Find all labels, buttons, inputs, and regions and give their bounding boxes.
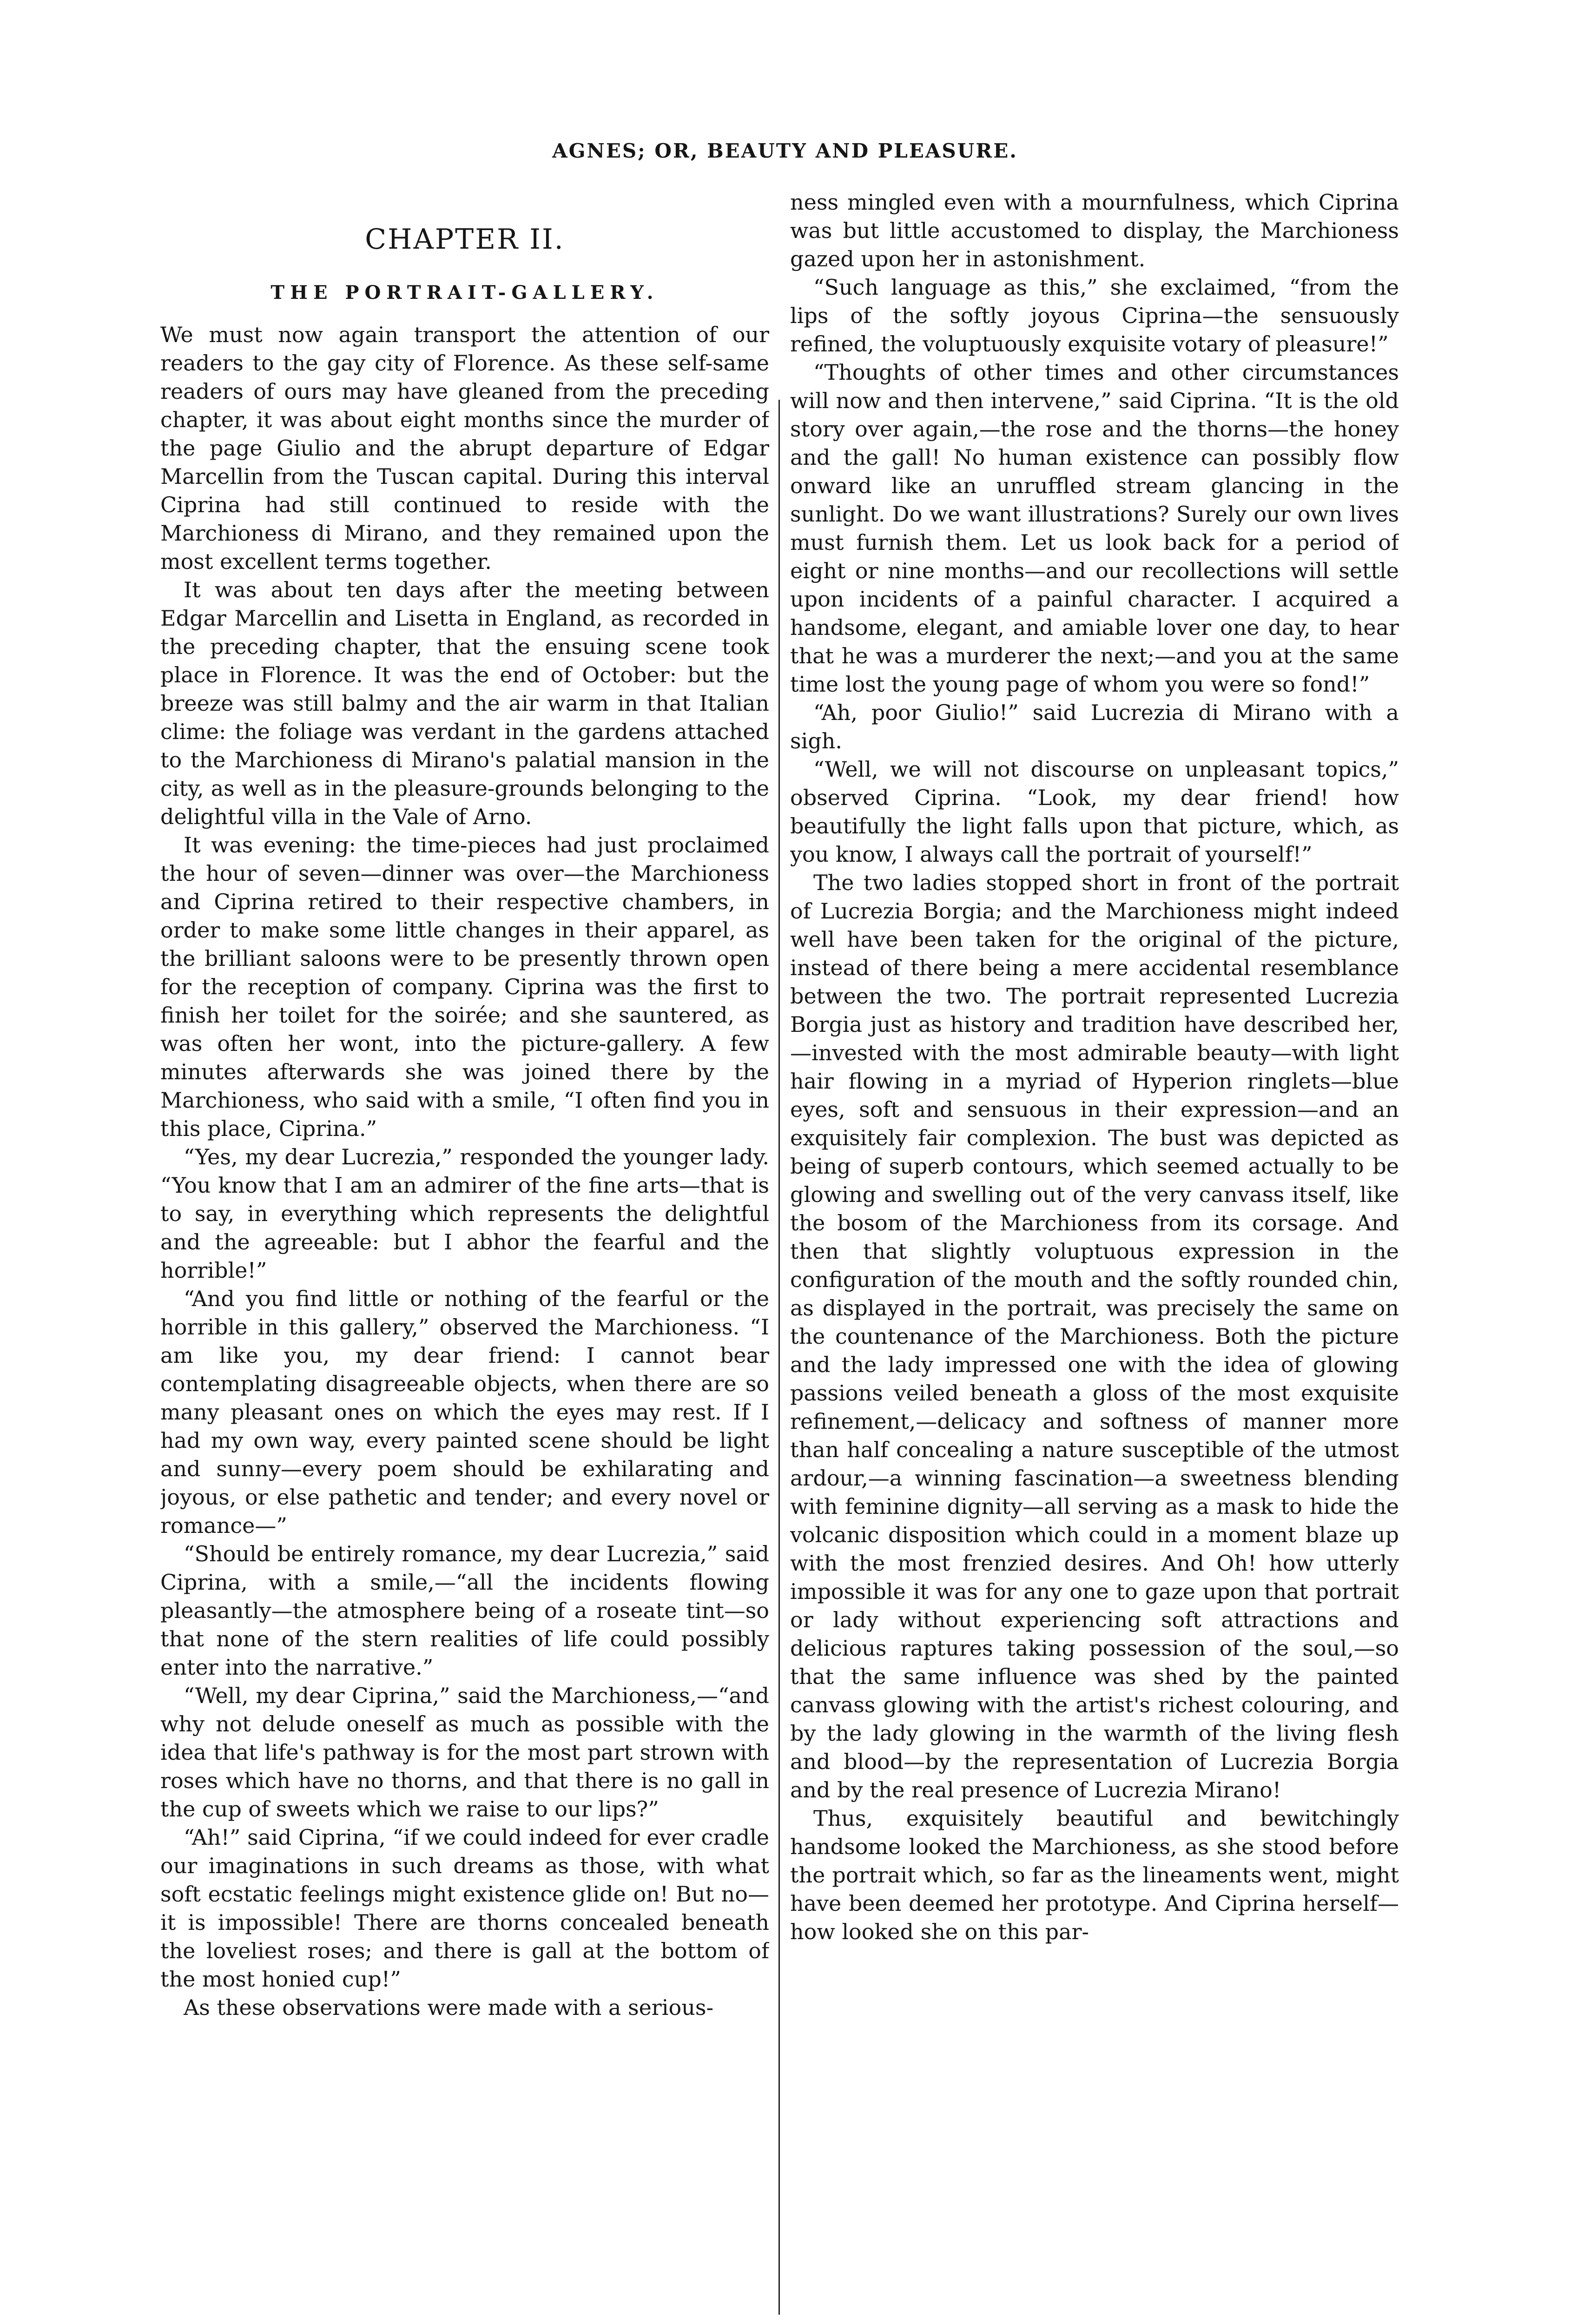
chapter-title: CHAPTER II. — [365, 223, 565, 256]
paragraph: ness mingled even with a mournfulness, which Ciprina was but little accustomed to display, the Marchioness gazed upon her in astonishment. — [790, 190, 1399, 271]
paragraph: “And you find little or nothing of the fearful or the horrible in this gallery,” observed the Marchioness. “I am like you, my dear friend: I cannot bear contemplating disagreeable objects, when there are so many pleasant ones on which the eyes may rest. If I had my own way, every painted scene should be light and sunny—every poem should be exhilarating and joyous, or else pathetic and tender; and every novel or romance—” — [160, 1286, 769, 1538]
paragraph: We must now again transport the attention of our readers to the gay city of Florence. As these self-same readers of ours may have gleaned from the preceding chapter, it was about eight months since the murder of the page Giulio and the abrupt departure of Edgar Marcellin from the Tuscan capital. During this interval Ciprina had still continued to reside with the Marchioness di Mirano, and they remained upon the most excellent terms together. — [160, 322, 769, 574]
paragraph: “Yes, my dear Lucrezia,” responded the younger lady. “You know that I am an admirer of the fine arts—that is to say, in everything which represents the delightful and the agreeable: but I abhor the fearful and the horrible!” — [160, 1144, 769, 1283]
paragraph: “Thoughts of other times and other circumstances will now and then intervene,” said Ciprina. “It is the old story over again,—the rose and the thorns—the honey and the gall! No human existence can possibly flow onward like an unruffled stream glancing in the sunlight. Do we want illustrations? Surely our own lives must furnish them. Let us look back for a period of eight or nine months—and our recollections will settle upon incidents of a painful character. I acquired a handsome, elegant, and amiable lover one day, to hear that he was a murderer the next;—and you at the same time lost the young page of whom you were so fond!” — [790, 360, 1399, 697]
section-title: THE PORTRAIT-GALLERY. — [270, 282, 659, 304]
paragraph: As these observations were made with a serious- — [184, 1995, 713, 2020]
paragraph: “Ah, poor Giulio!” said Lucrezia di Mirano with a sigh. — [790, 700, 1399, 753]
paragraph: “Ah!” said Ciprina, “if we could indeed for ever cradle our imaginations in such dreams as those, with what soft ecstatic feelings might existence glide on! But no—it is impossible! There are thorns concealed beneath the loveliest roses; and there is gall at the bottom of the most honied cup!” — [160, 1825, 769, 1992]
paragraph: “Such language as this,” she exclaimed, “from the lips of the softly joyous Ciprina—the sensuously refined, the voluptuously exquisite votary of pleasure!” — [790, 275, 1399, 357]
paragraph: It was about ten days after the meeting between Edgar Marcellin and Lisetta in England, as recorded in the preceding chapter, that the ensuing scene took place in Florence. It was the end of October: but the breeze was still balmy and the air warm in that Italian clime: the foliage was verdant in the gardens attached to the Marchioness di Mirano's palatial mansion in the city, as well as in the pleasure-grounds belonging to the delightful villa in the Vale of Arno. — [160, 577, 769, 829]
left-column — [160, 191, 769, 2324]
paragraph: “Well, my dear Ciprina,” said the Marchioness,—“and why not delude oneself as much as possible with the idea that life's pathway is for the most part strown with roses which have no thorns, and that there is no gall in the cup of sweets which we raise to our lips?” — [160, 1683, 769, 1822]
column-divider — [778, 400, 780, 2315]
paragraph: It was evening: the time-pieces had just proclaimed the hour of seven—dinner was over—the Marchioness and Ciprina retired to their respective chambers, in order to make some little changes in their apparel, as the brilliant saloons were to be presently thrown open for the reception of company. Ciprina was the first to finish her toilet for the soirée; and she sauntered, as was often her wont, into the picture-gallery. A few minutes afterwards she was joined there by the Marchioness, who said with a smile, “I often find you in this place, Ciprina.” — [160, 832, 769, 1141]
paragraph: “Well, we will not discourse on unpleasant topics,” observed Ciprina. “Look, my dear friend! how beautifully the light falls upon that picture, which, as you know, I always call the portrait of yourself!” — [790, 757, 1399, 867]
paragraph: Thus, exquisitely beautiful and bewitchingly handsome looked the Marchioness, as she stood before the portrait which, so far as the lineaments went, might have been deemed her prototype. And Ciprina herself—how looked she on this par- — [790, 1806, 1399, 1944]
paragraph: The two ladies stopped short in front of the portrait of Lucrezia Borgia; and the Marchioness might indeed well have been taken for the original of the picture, instead of there being a mere accidental resemblance between the two. The portrait represented Lucrezia Borgia just as history and tradition have described her,—invested with the most admirable beauty—with light hair flowing in a myriad of Hyperion ringlets—blue eyes, soft and sensuous in their expression—and an exquisitely fair complexion. The bust was depicted as being of superb contours, which seemed actually to be glowing and swelling out of the very canvass itself, like the bosom of the Marchioness from its corsage. And then that slightly voluptuous expression in the configuration of the mouth and the softly rounded chin, as displayed in the portrait, was precisely the same on the countenance of the Marchioness. Both the picture and the lady impressed one with the idea of glowing passions veiled beneath a gloss of the most exquisite refinement,—delicacy and softness of manner more than half concealing a nature susceptible of the utmost ardour,—a winning fascination—a sweetness blending with feminine dignity—all serving as a mask to hide the volcanic disposition which could in a moment blaze up with the most frenzied desires. And Oh! how utterly impossible it was for any one to gaze upon that portrait or lady without experiencing soft attractions and delicious raptures taking possession of the soul,—so that the same influence was shed by the painted canvass glowing with the artist's richest colouring, and by the lady glowing in the warmth of the living flesh and blood—by the representation of Lucrezia Borgia and by the real presence of Lucrezia Mirano! — [790, 870, 1399, 1802]
running-head: AGNES; OR, BEAUTY AND PLEASURE. — [552, 139, 1018, 162]
paragraph: “Should be entirely romance, my dear Lucrezia,” said Ciprina, with a smile,—“all the incidents flowing pleasantly—the atmosphere being of a roseate tint—so that none of the stern realities of life could possibly enter into the narrative.” — [160, 1541, 769, 1680]
right-column — [790, 188, 1399, 2322]
